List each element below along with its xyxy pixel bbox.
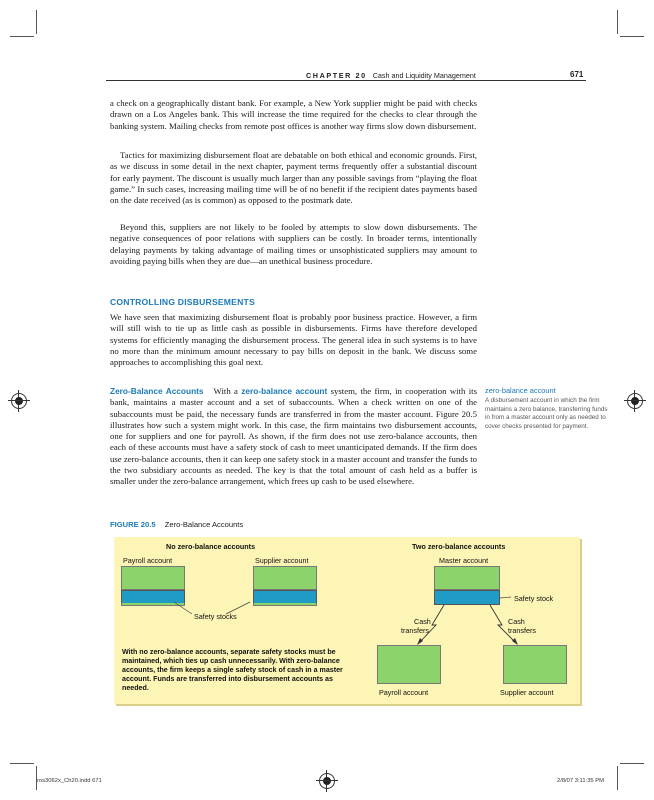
registration-mark-bottom bbox=[319, 773, 335, 789]
figure-explanation: With no zero-balance accounts, separate safety stocks must be maintained, which ties up cash unnecessarily. With zero-balance accounts, the firm keeps a single safety stock of cash in a master account. Funds are transferred into disbursement accounts as needed. bbox=[122, 648, 343, 692]
section-heading: CONTROLLING DISBURSEMENTS bbox=[110, 297, 255, 307]
registration-mark-right bbox=[627, 393, 643, 409]
cash-transfers-right-1: Cash bbox=[508, 617, 525, 626]
runin-heading: Zero-Balance Accounts bbox=[110, 386, 204, 396]
header-rule bbox=[106, 80, 586, 81]
master-account-label: Master account bbox=[439, 556, 489, 565]
safety-stock-label: Safety stock bbox=[514, 594, 554, 603]
left-payroll-label: Payroll account bbox=[123, 556, 173, 565]
figure-label bbox=[110, 520, 243, 529]
running-header bbox=[306, 71, 586, 80]
body-paragraph-5: Zero-Balance Accounts With a zero-balance account system, the firm, in cooperation with its bank, maintains a master account and a set of subaccounts. When a check written on one of the subaccounts must be paid, the necessary funds are transferred in from the master account. Figure 20.5 illustrates how such a system might work. In this case, the firm maintains two disbursement accounts, one for suppliers and one for payroll. As shown, if the firm does not use zero-balance accounts, then each of these accounts must have a safety stock of cash to meet unanticipated demands. If the firm does use zero-balance accounts, then it can keep one safety stock in a master account and transfer the funds to the two subsidiary accounts as needed. The key is that the total amount of cash held as a buffer is smaller under the zero-balance arrangement, which frees up cash to be used elsewhere. bbox=[110, 386, 478, 487]
margin-definition-text: A disbursement account in which the firm maintains a zero balance, transferring funds in from a master account only as needed to cover checks presented for payment. bbox=[485, 396, 608, 431]
footer-timestamp: 2/8/07 3:11:35 PM bbox=[557, 778, 604, 784]
chapter-label: CHAPTER 20 bbox=[306, 71, 367, 80]
body-paragraph-2: Tactics for maximizing disbursement float are debatable on both ethical and economic grounds. First, as we discuss in some detail in the next chapter, payment terms frequently offer a substantial discount for early payment. The discount is usually much larger than any possible savings from “playing the float game.” In such cases, increasing mailing time will be of no benefit if the recipient dates payments based on the date received (as is common) as opposed to the postmark date. bbox=[110, 150, 477, 206]
left-panel-title: No zero-balance accounts bbox=[166, 542, 256, 551]
chapter-title: Cash and Liquidity Management bbox=[372, 71, 476, 80]
figure-caption: Zero-Balance Accounts bbox=[164, 520, 244, 529]
figure-connectors bbox=[114, 537, 580, 704]
figure-number: FIGURE 20.5 bbox=[110, 520, 156, 529]
key-term: zero-balance account bbox=[241, 386, 328, 396]
margin-term: zero-balance account bbox=[485, 386, 556, 395]
left-supplier-label: Supplier account bbox=[255, 556, 309, 565]
safety-stocks-label: Safety stocks bbox=[194, 612, 237, 621]
footer-file: ros3062x_Ch20.indd 671 bbox=[37, 778, 102, 784]
body-paragraph-1: a check on a geographically distant bank. For example, a New York supplier might be paid with checks drawn on a Los Angeles bank. This will increase the time required for the checks to clear through the banking system. Mailing checks from remote post offices is another way firms slow down disbursement. bbox=[110, 98, 477, 131]
right-supplier-label: Supplier account bbox=[500, 688, 554, 697]
cash-transfers-right-2: transfers bbox=[508, 626, 536, 635]
body-paragraph-4: We have seen that maximizing disbursement float is probably poor business practice. However, a firm will still wish to tie up as little cash as possible in disbursements. Firms have therefore developed systems for efficiently managing the disbursement process. The general idea in such systems is to have no more than the minimum amount necessary to pay bills on deposit in the bank. We discuss some approaches to accomplishing this goal next. bbox=[110, 312, 477, 368]
figure-panel bbox=[114, 537, 580, 704]
registration-mark-left bbox=[11, 393, 27, 409]
right-panel-title: Two zero-balance accounts bbox=[412, 542, 506, 551]
cash-transfers-left-2: transfers bbox=[401, 626, 429, 635]
body-paragraph-3: Beyond this, suppliers are not likely to be fooled by attempts to slow down disbursements. The negative consequences of poor relations with suppliers can be costly. In broader terms, intentionally delaying payments by taking advantage of mailing times or unsophisticated suppliers may amount to avoiding paying bills when they are due—an unethical business procedure. bbox=[110, 222, 477, 266]
cash-transfers-left-1: Cash bbox=[414, 617, 431, 626]
page-number: 671 bbox=[570, 70, 584, 79]
margin-definition bbox=[485, 387, 613, 432]
right-payroll-label: Payroll account bbox=[379, 688, 429, 697]
